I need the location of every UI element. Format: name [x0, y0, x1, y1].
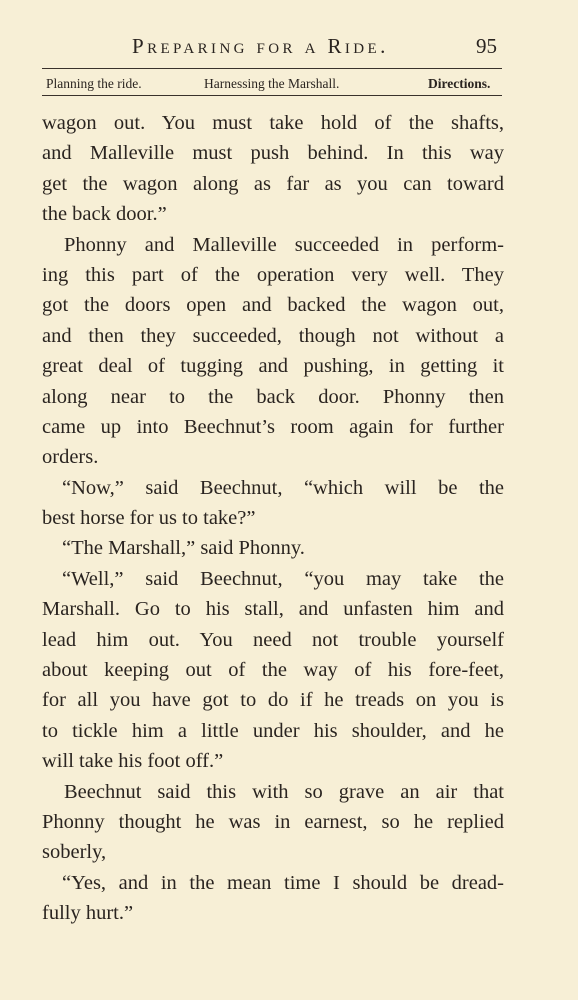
text-line: “The Marshall,” said Phonny. [62, 537, 305, 560]
text-line: Phonny and Malleville succeeded in perform- [64, 233, 504, 256]
text-line: the back door.” [42, 203, 167, 226]
header-rule-bottom [42, 95, 502, 96]
text-line: came up into Beechnut’s room again for further [42, 415, 504, 438]
text-line: and Malleville must push behind. In this way [42, 142, 504, 165]
text-line: about keeping out of the way of his fore-feet, [42, 659, 504, 682]
text-line: “Now,” said Beechnut, “which will be the [62, 476, 504, 499]
text-line: along near to the back door. Phonny then [42, 385, 504, 408]
text-line: to tickle him a little under his shoulder, and he [42, 719, 504, 742]
text-line: and then they succeeded, though not without a [42, 324, 504, 347]
text-line: “Yes, and in the mean time I should be dread- [62, 871, 504, 894]
subhead-harnessing: Harnessing the Marshall. [204, 76, 340, 91]
text-line: Beechnut said this with so grave an air that [64, 780, 504, 803]
text-line: best horse for us to take?” [42, 507, 256, 530]
text-line: for all you have got to do if he treads on you is [42, 689, 504, 712]
subhead-planning: Planning the ride. [46, 76, 142, 91]
body-text [42, 108, 504, 929]
text-line: great deal of tugging and pushing, in getting it [42, 355, 504, 378]
subhead-directions: Directions. [428, 76, 491, 91]
text-line: lead him out. You need not trouble yourself [42, 628, 504, 651]
running-head [0, 34, 578, 62]
text-line: ing this part of the operation very well. They [42, 263, 504, 286]
text-line: “Well,” said Beechnut, “you may take the [62, 567, 504, 590]
text-line: wagon out. You must take hold of the shafts, [42, 112, 504, 134]
text-line: will take his foot off.” [42, 750, 224, 773]
section-subheads [0, 76, 578, 94]
running-title: Preparing for a Ride. [132, 34, 389, 58]
text-line: fully hurt.” [42, 902, 134, 925]
text-line: Marshall. Go to his stall, and unfasten him and [42, 598, 504, 621]
text-line: got the doors open and backed the wagon out, [42, 294, 504, 317]
text-line: orders. [42, 446, 99, 469]
text-line: soberly, [42, 841, 107, 864]
text-line: Phonny thought he was in earnest, so he replied [42, 810, 504, 833]
page-number: 95 [476, 34, 497, 58]
text-line: get the wagon along as far as you can toward [42, 172, 504, 195]
header-rule-top [42, 68, 502, 69]
